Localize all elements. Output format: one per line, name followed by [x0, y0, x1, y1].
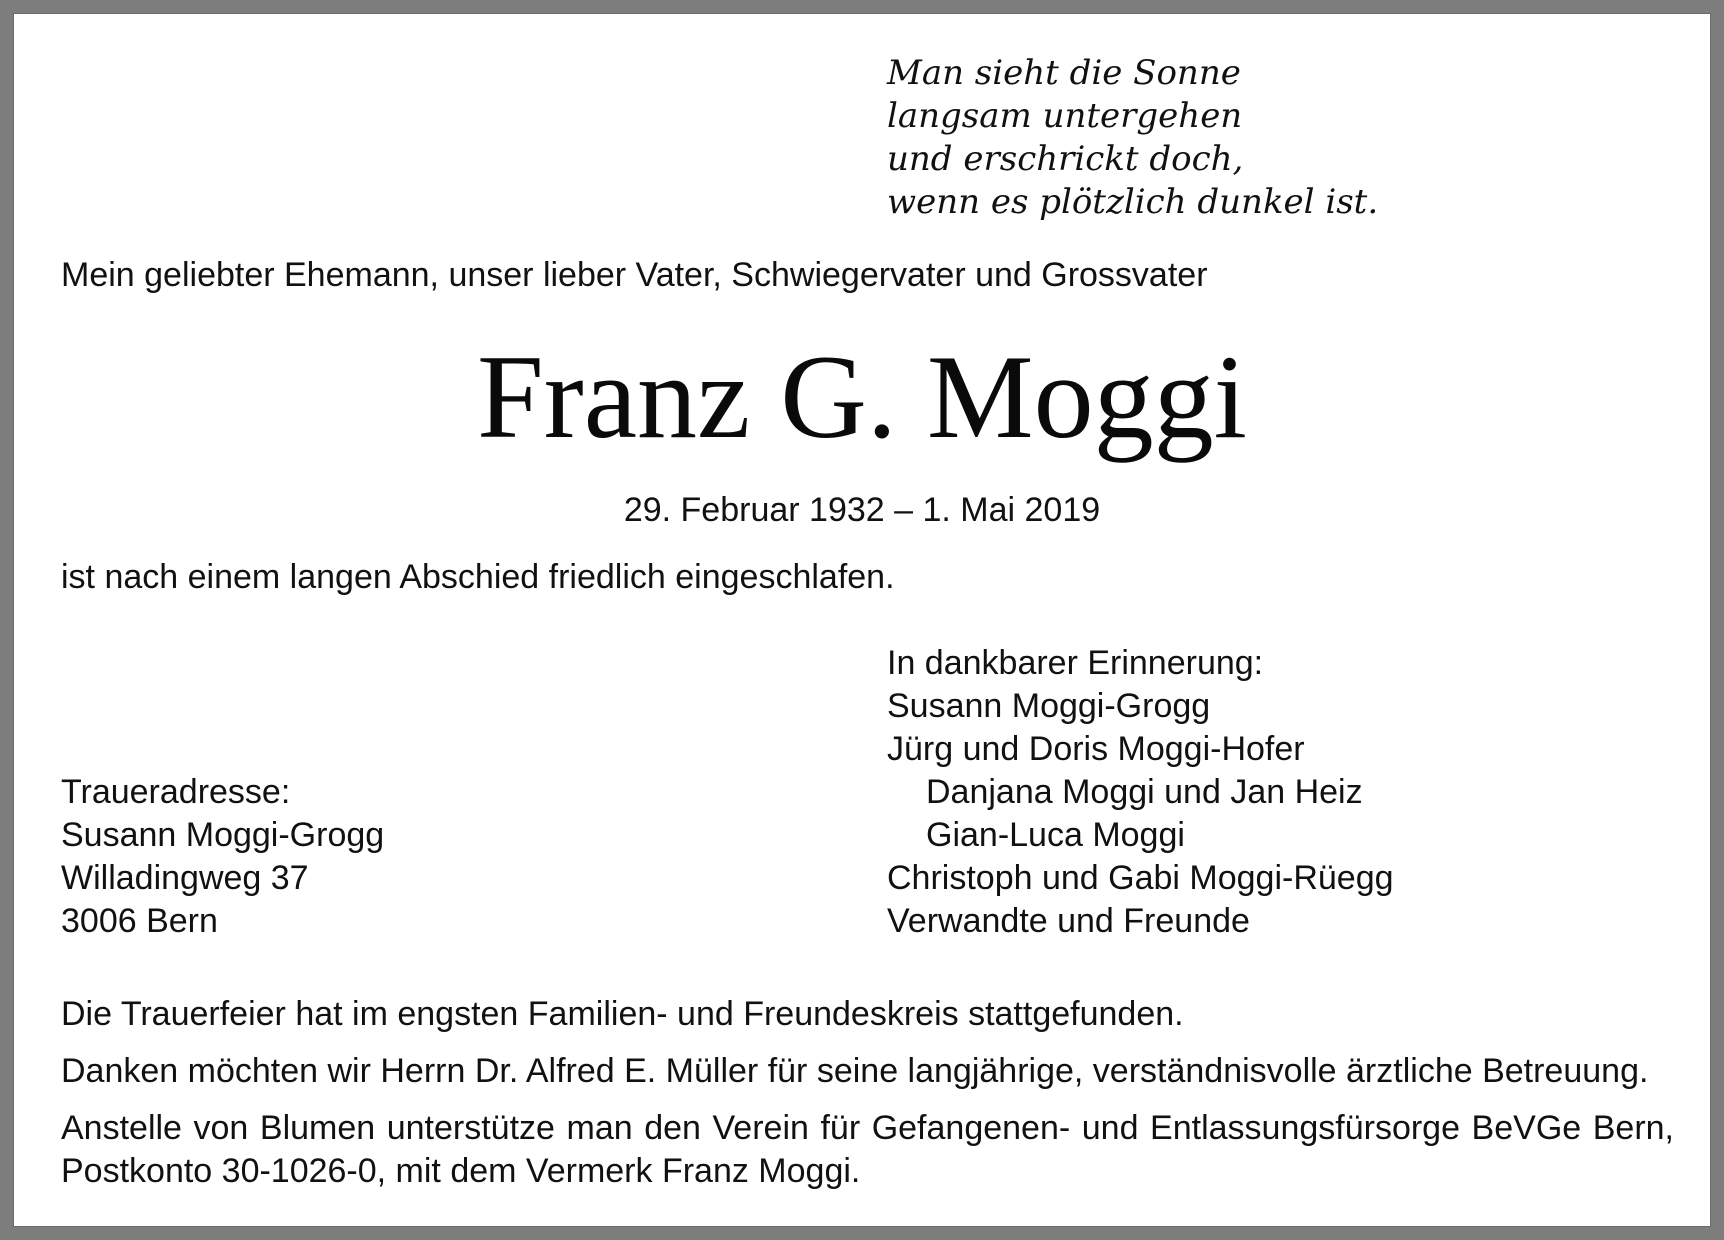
poem-line: wenn es plötzlich dunkel ist. — [887, 182, 1379, 222]
mourner-name: Verwandte und Freunde — [887, 902, 1250, 940]
ceremony-note: Die Trauerfeier hat im engsten Familien- und Freundeskreis stattgefunden. — [61, 995, 1184, 1033]
intro-text: Mein geliebter Ehemann, unser lieber Vater, Schwiegervater und Grossvater — [61, 256, 1208, 294]
obituary-notice — [14, 14, 1710, 1226]
mourning-address — [61, 771, 384, 943]
address-heading: Traueradresse: — [61, 773, 291, 811]
statement-text: ist nach einem langen Abschied friedlich eingeschlafen. — [61, 558, 895, 596]
poem-verse — [887, 52, 1378, 224]
mourner-name: Gian-Luca Moggi — [926, 816, 1185, 854]
address-name: Susann Moggi-Grogg — [61, 816, 385, 854]
mourner-name: Christoph und Gabi Moggi-Rüegg — [887, 859, 1394, 897]
poem-line: langsam untergehen — [887, 96, 1243, 136]
donation-line: Anstelle von Blumen unterstütze man den Verein für Gefangenen- und Entlassungsfürsorge BeVGe Bern, — [61, 1109, 1674, 1147]
donation-note — [61, 1107, 1674, 1193]
mourners-list — [887, 642, 1394, 943]
poem-line: Man sieht die Sonne — [887, 53, 1241, 93]
mourners-heading: In dankbarer Erinnerung: — [887, 644, 1264, 682]
thanks-note: Danken möchten wir Herrn Dr. Alfred E. Müller für seine langjährige, verständnisvolle ärztliche Betreuung. — [61, 1052, 1649, 1090]
deceased-name: Franz G. Moggi — [477, 330, 1247, 463]
address-street: Willadingweg 37 — [61, 859, 309, 897]
address-city: 3006 Bern — [61, 902, 218, 940]
poem-line: und erschrickt doch, — [887, 139, 1244, 179]
mourner-name: Danjana Moggi und Jan Heiz — [926, 773, 1363, 811]
mourner-name: Jürg und Doris Moggi-Hofer — [887, 730, 1305, 768]
life-dates: 29. Februar 1932 – 1. Mai 2019 — [623, 491, 1101, 529]
donation-line: Postkonto 30-1026-0, mit dem Vermerk Franz Moggi. — [61, 1152, 861, 1190]
mourner-name: Susann Moggi-Grogg — [887, 687, 1211, 725]
